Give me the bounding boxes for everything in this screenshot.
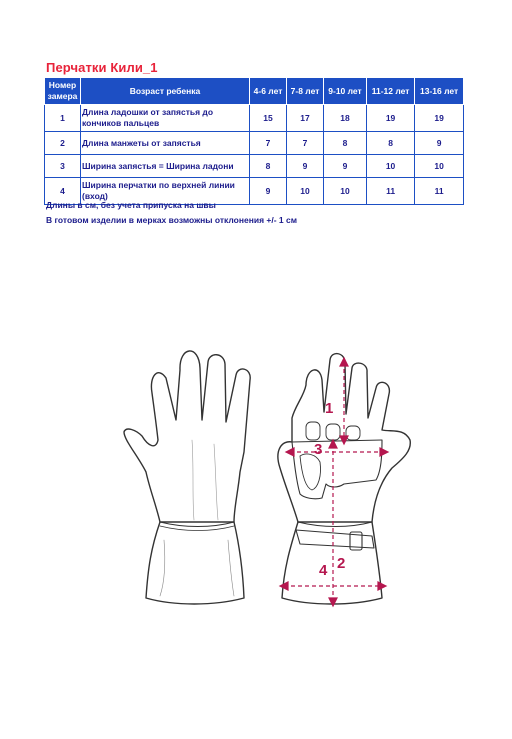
table-row xyxy=(45,132,464,155)
row-number: 4 xyxy=(45,178,81,205)
row-number: 1 xyxy=(45,105,81,132)
table-header-row xyxy=(45,78,464,105)
table-cell: 8 xyxy=(324,132,367,155)
row-description: Длина ладошки от запястья до кончиков пальцев xyxy=(81,105,250,132)
measure-label-3: 3 xyxy=(314,441,323,458)
left-glove-outline xyxy=(124,351,250,522)
table-cell: 17 xyxy=(287,105,324,132)
header-size: 9-10 лет xyxy=(324,78,367,105)
measure-label-1: 1 xyxy=(325,400,334,417)
table-cell: 8 xyxy=(250,155,287,178)
table-cell: 10 xyxy=(324,178,367,205)
size-table xyxy=(44,77,464,205)
header-size: 11-12 лет xyxy=(366,78,414,105)
table-cell: 8 xyxy=(366,132,414,155)
tolerance-note: В готовом изделии в мерках возможны отклонения +/- 1 см xyxy=(46,215,298,225)
table-cell: 19 xyxy=(415,105,464,132)
table-cell: 10 xyxy=(415,155,464,178)
row-number: 2 xyxy=(45,132,81,155)
table-cell: 10 xyxy=(287,178,324,205)
table-cell: 19 xyxy=(366,105,414,132)
table-cell: 9 xyxy=(250,178,287,205)
header-size: 13-16 лет xyxy=(415,78,464,105)
table-cell: 9 xyxy=(415,132,464,155)
header-age: Возраст ребенка xyxy=(81,78,250,105)
measure-label-4: 4 xyxy=(319,562,328,579)
table-cell: 10 xyxy=(366,155,414,178)
table-cell: 11 xyxy=(415,178,464,205)
table-cell: 15 xyxy=(250,105,287,132)
table-cell: 18 xyxy=(324,105,367,132)
table-row xyxy=(45,155,464,178)
gloves-diagram xyxy=(0,330,512,630)
header-size: 7-8 лет xyxy=(287,78,324,105)
table-cell: 9 xyxy=(287,155,324,178)
palm-pad xyxy=(292,440,382,499)
table-cell: 9 xyxy=(324,155,367,178)
left-glove-cuff xyxy=(146,522,244,604)
table-cell: 7 xyxy=(250,132,287,155)
table-cell: 11 xyxy=(366,178,414,205)
row-description: Ширина запястья = Ширина ладони xyxy=(81,155,250,178)
table-row xyxy=(45,105,464,132)
header-size: 4-6 лет xyxy=(250,78,287,105)
measure-label-2: 2 xyxy=(337,555,346,572)
table-cell: 7 xyxy=(287,132,324,155)
row-description: Ширина перчатки по верхней линии (вход) xyxy=(81,178,250,205)
units-note: Длины в см, без учета припуска на швы xyxy=(46,200,216,210)
page-title: Перчатки Кили_1 xyxy=(46,60,158,75)
header-number: Номер замера xyxy=(45,78,81,105)
row-number: 3 xyxy=(45,155,81,178)
row-description: Длина манжеты от запястья xyxy=(81,132,250,155)
